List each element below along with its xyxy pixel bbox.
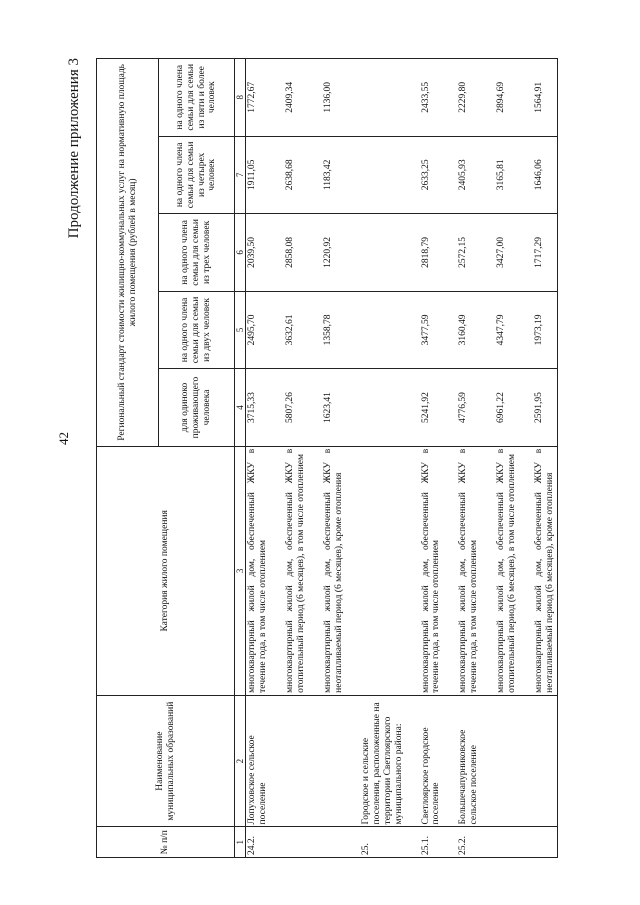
value-cell: 2039,50	[246, 214, 270, 292]
value-cell	[360, 136, 406, 214]
column-number: 1	[235, 827, 246, 858]
table-row	[457, 59, 481, 858]
table-row	[495, 59, 519, 858]
row-number: 24.2.	[246, 827, 270, 858]
row-number	[495, 827, 519, 858]
municipality-name	[284, 695, 308, 827]
value-cell: 2638,68	[284, 136, 308, 214]
row-number	[322, 827, 346, 858]
column-number: 2	[235, 695, 246, 827]
value-cell: 1911,05	[246, 136, 270, 214]
value-cell: 3427,00	[495, 214, 519, 292]
value-cell	[360, 214, 406, 292]
housing-category	[360, 446, 406, 695]
subheader-family-five-plus: на одного члена семьи для семьи из пяти и более человек	[159, 59, 235, 137]
housing-category: многоквартирный жилой дом, обеспеченный ЖКУ в отопительный период (6 месяцев), в том числе отоплением	[284, 446, 308, 695]
table-row	[322, 59, 346, 858]
row-number: 25.	[360, 827, 406, 858]
housing-category: многоквартирный жилой дом, обеспеченный ЖКУ в течение года, в том числе отоплением	[457, 446, 481, 695]
municipality-name	[533, 695, 557, 827]
value-cell: 1220,92	[322, 214, 346, 292]
municipality-name: Городское и сельские поселения, расположенные на территории Светлоярского муниципального района:	[360, 695, 406, 827]
header-number: № п/п	[97, 827, 235, 858]
housing-category: многоквартирный жилой дом, обеспеченный ЖКУ в течение года, в том числе отоплением	[420, 446, 444, 695]
value-cell: 2433,55	[420, 59, 444, 137]
column-number: 4	[235, 369, 246, 447]
value-cell: 3165,81	[495, 136, 519, 214]
housing-standard-table	[96, 58, 558, 858]
value-cell: 1564,91	[533, 59, 557, 137]
value-cell: 2591,95	[533, 369, 557, 447]
municipality-name	[322, 695, 346, 827]
table-row	[284, 59, 308, 858]
value-cell: 2405,93	[457, 136, 481, 214]
header-regional-standard: Региональный стандарт стоимости жилищно-коммунальных услуг на нормативную площадь жилого помещения (рублей в месяц)	[97, 59, 159, 447]
page-number: 42	[56, 432, 71, 445]
table-row	[533, 59, 557, 858]
column-number: 5	[235, 291, 246, 369]
appendix-continuation-title: Продолжение приложения 3	[66, 58, 82, 239]
column-number: 3	[235, 446, 246, 695]
housing-category: многоквартирный жилой дом, обеспеченный ЖКУ в неотапливаемый период (6 месяцев), кроме отопления	[533, 446, 557, 695]
value-cell: 1973,19	[533, 291, 557, 369]
table-row	[246, 59, 270, 858]
row-number: 25.1.	[420, 827, 444, 858]
column-number: 6	[235, 214, 246, 292]
subheader-family-two: на одного члена семьи для семьи из двух человек	[159, 291, 235, 369]
value-cell: 5807,26	[284, 369, 308, 447]
value-cell: 3160,49	[457, 291, 481, 369]
municipality-name: Лопуховское сельское поселение	[246, 695, 270, 827]
value-cell: 1646,06	[533, 136, 557, 214]
column-number: 8	[235, 59, 246, 137]
value-cell: 2894,69	[495, 59, 519, 137]
value-cell: 6961,22	[495, 369, 519, 447]
value-cell: 3715,33	[246, 369, 270, 447]
value-cell: 1717,29	[533, 214, 557, 292]
municipality-name: Большечапурниковское сельское поселение	[457, 695, 481, 827]
value-cell: 4347,79	[495, 291, 519, 369]
value-cell: 2633,25	[420, 136, 444, 214]
table-row	[360, 59, 406, 858]
column-number: 7	[235, 136, 246, 214]
housing-category: многоквартирный жилой дом, обеспеченный ЖКУ в течение года, в том числе отоплением	[246, 446, 270, 695]
value-cell: 5241,92	[420, 369, 444, 447]
value-cell: 1136,00	[322, 59, 346, 137]
value-cell: 1623,41	[322, 369, 346, 447]
housing-category: многоквартирный жилой дом, обеспеченный ЖКУ в неотапливаемый период (6 месяцев), кроме отопления	[322, 446, 346, 695]
value-cell	[360, 369, 406, 447]
header-category: Категория жилого помещения	[97, 446, 235, 695]
value-cell: 2858,08	[284, 214, 308, 292]
value-cell: 2818,79	[420, 214, 444, 292]
row-number	[533, 827, 557, 858]
value-cell	[360, 59, 406, 137]
row-number: 25.2.	[457, 827, 481, 858]
municipality-name	[495, 695, 519, 827]
header-municipality: Наименование муниципальных образований	[97, 695, 235, 827]
value-cell: 3477,59	[420, 291, 444, 369]
value-cell: 2572,15	[457, 214, 481, 292]
value-cell: 4776,59	[457, 369, 481, 447]
municipality-name: Светлоярское городское поселение	[420, 695, 444, 827]
value-cell: 1772,67	[246, 59, 270, 137]
value-cell: 1358,78	[322, 291, 346, 369]
row-number	[284, 827, 308, 858]
value-cell: 2409,34	[284, 59, 308, 137]
value-cell: 2495,70	[246, 291, 270, 369]
subheader-family-four: на одного члена семьи для семьи из четырех человек	[159, 136, 235, 214]
subheader-single: для одиноко проживающего человека	[159, 369, 235, 447]
value-cell: 3632,61	[284, 291, 308, 369]
rotated-page-content	[66, 58, 611, 858]
value-cell: 2229,80	[457, 59, 481, 137]
value-cell	[360, 291, 406, 369]
subheader-family-three: на одного члена семьи для семьи из трех человек	[159, 214, 235, 292]
value-cell: 1183,42	[322, 136, 346, 214]
housing-category: многоквартирный жилой дом, обеспеченный ЖКУ в отопительный период (6 месяцев), в том числе отоплением	[495, 446, 519, 695]
table-row	[420, 59, 444, 858]
